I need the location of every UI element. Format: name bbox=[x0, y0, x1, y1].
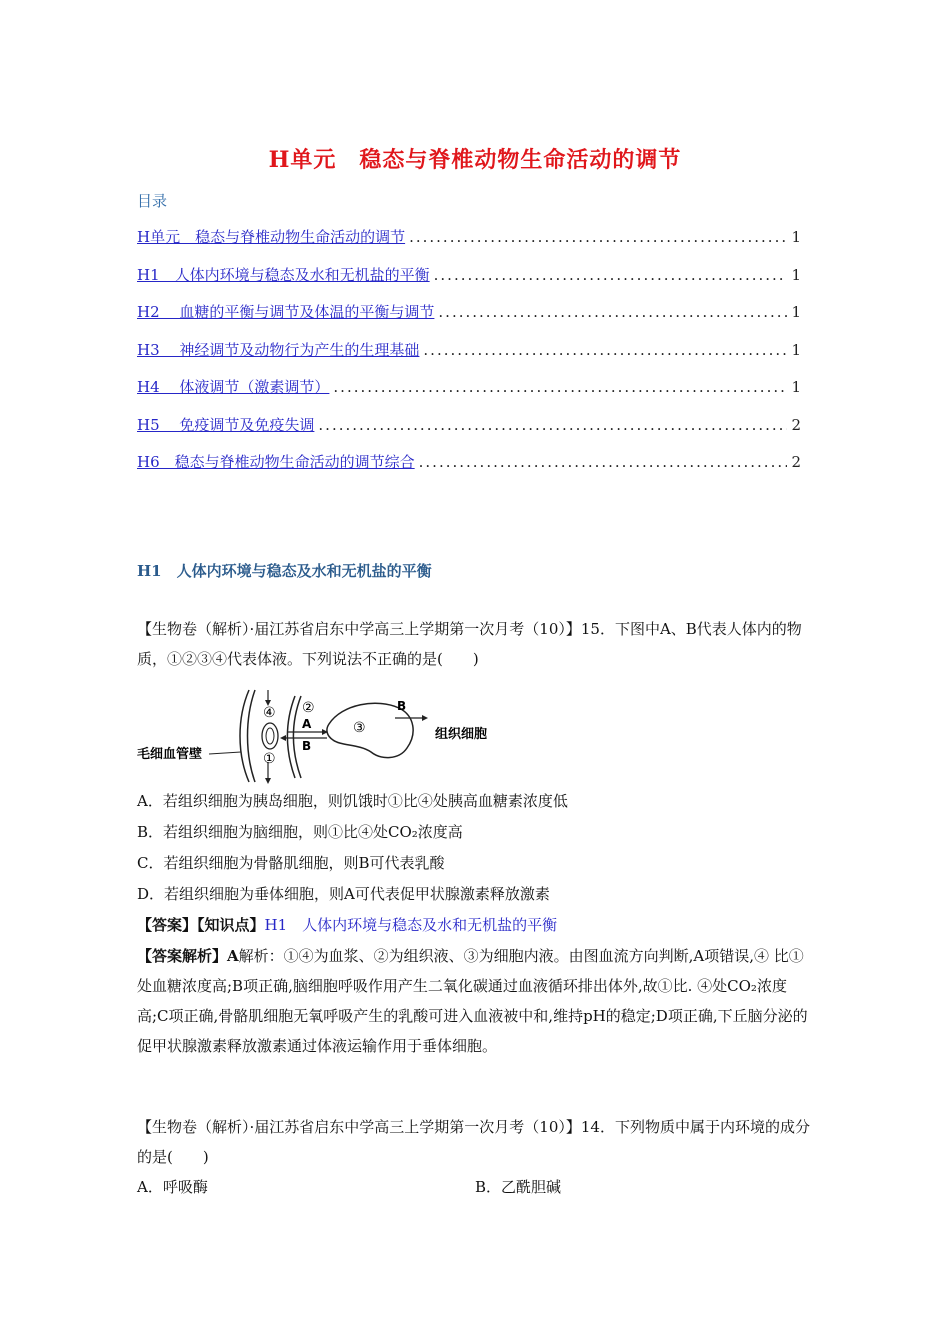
toc-page-number: 1 bbox=[791, 228, 801, 246]
option-row bbox=[137, 1172, 813, 1202]
toc-link[interactable]: H单元 稳态与脊椎动物生命活动的调节 bbox=[137, 228, 406, 246]
knowledge-point: H1 人体内环境与稳态及水和无机盐的平衡 bbox=[264, 916, 558, 934]
analysis bbox=[137, 941, 813, 1061]
toc-item[interactable] bbox=[137, 376, 801, 414]
question-2 bbox=[137, 1112, 813, 1202]
toc-leader bbox=[423, 341, 787, 359]
answer-label: 【答案】【知识点】 bbox=[137, 916, 265, 934]
toc-leader bbox=[434, 266, 787, 284]
toc-link[interactable]: H2 血糖的平衡与调节及体温的平衡与调节 bbox=[137, 303, 435, 321]
toc-link[interactable]: H3 神经调节及动物行为产生的生理基础 bbox=[137, 340, 420, 359]
toc-item[interactable] bbox=[137, 301, 801, 339]
capillary-wall-right-inner bbox=[294, 696, 302, 778]
arrow-left-icon bbox=[280, 735, 286, 741]
toc-item[interactable] bbox=[137, 414, 801, 452]
section-heading: H1 人体内环境与稳态及水和无机盐的平衡 bbox=[137, 562, 432, 580]
label-2: ② bbox=[302, 700, 315, 716]
toc-leader bbox=[318, 416, 787, 434]
red-cell-inner bbox=[266, 728, 274, 744]
body-fluid-diagram bbox=[137, 688, 517, 784]
option-a: A．呼吸酶 bbox=[137, 1178, 208, 1196]
toc-link[interactable]: H6 稳态与脊椎动物生命活动的调节综合 bbox=[137, 453, 415, 471]
label-4: ④ bbox=[263, 705, 276, 721]
toc-item[interactable] bbox=[137, 339, 801, 377]
table-of-contents bbox=[137, 226, 801, 489]
toc-item[interactable] bbox=[137, 451, 801, 489]
option-d: D．若组织细胞为垂体细胞，则A可代表促甲状腺激素释放激素 bbox=[137, 885, 550, 903]
toc-page-number: 1 bbox=[791, 378, 801, 396]
analysis-label: 【答案解析】A bbox=[137, 947, 239, 965]
toc-page-number: 2 bbox=[791, 415, 801, 434]
label-b: B bbox=[302, 739, 312, 753]
question-1-stem bbox=[137, 614, 813, 674]
red-cell-outer bbox=[262, 723, 278, 749]
tissue-cell-label: 组织细胞 bbox=[435, 727, 488, 742]
toc-link[interactable]: H4 体液调节（激素调节） bbox=[137, 378, 330, 396]
capillary-wall-label: 毛细血管壁 bbox=[137, 747, 203, 762]
answer-line bbox=[137, 910, 813, 941]
toc-page-number: 1 bbox=[791, 303, 801, 321]
label-a: A bbox=[302, 717, 312, 731]
toc-item[interactable] bbox=[137, 264, 801, 302]
toc-link[interactable]: H5 免疫调节及免疫失调 bbox=[137, 415, 315, 434]
page-title: H单元 稳态与脊椎动物生命活动的调节 bbox=[268, 147, 682, 173]
toc-page-number: 2 bbox=[791, 453, 801, 471]
toc-page-number: 1 bbox=[791, 265, 801, 284]
analysis-text: 解析：①④为血浆、②为组织液、③为细胞内液。由图血流方向判断,A项错误,④ 比①处血糖浓度高;B项正确,脑细胞呼吸作用产生二氧化碳通过血液循环排出体外,故①比. ④处CO₂浓度高;C项正确,骨骼肌细胞无氧呼吸产生的乳酸可进入血液被中和,维持pH的稳定;D项正确,下丘脑分泌的促甲状腺激素释放激素通过体液运输作用于垂体细胞。 bbox=[137, 947, 808, 1055]
question-text: 【生物卷（解析）·届江苏省启东中学高三上学期第一次月考（10）】15．下图中A、B代表人体内的物质，①②③④代表体液。下列说法不正确的是( ) bbox=[137, 620, 802, 668]
option-c: C．若组织细胞为骨骼肌细胞，则B可代表乳酸 bbox=[137, 854, 445, 872]
toc-link[interactable]: H1 人体内环境与稳态及水和无机盐的平衡 bbox=[137, 265, 430, 284]
question-1-options bbox=[137, 786, 813, 1061]
label-b-out: B bbox=[397, 699, 407, 713]
label-3: ③ bbox=[353, 720, 366, 736]
arrow-down-icon bbox=[265, 778, 271, 784]
option-b: B．若组织细胞为脑细胞，则①比④处CO₂浓度高 bbox=[137, 823, 463, 841]
toc-leader bbox=[419, 453, 787, 471]
question-text: 【生物卷（解析）·届江苏省启东中学高三上学期第一次月考（10）】14．下列物质中属于内环境的成分的是( ) bbox=[137, 1118, 810, 1166]
option-a: A．若组织细胞为胰岛细胞，则饥饿时①比④处胰高血糖素浓度低 bbox=[137, 792, 568, 810]
toc-leader bbox=[333, 378, 787, 396]
toc-page-number: 1 bbox=[791, 340, 801, 359]
toc-leader bbox=[438, 303, 787, 321]
toc-heading: 目录 bbox=[137, 192, 168, 210]
toc-leader bbox=[409, 228, 787, 246]
toc-item[interactable] bbox=[137, 226, 801, 264]
capillary-wall-left-inner bbox=[248, 690, 256, 782]
option-b: B．乙酰胆碱 bbox=[475, 1178, 562, 1196]
arrow-right-icon bbox=[422, 715, 428, 721]
label-1: ① bbox=[263, 751, 276, 767]
